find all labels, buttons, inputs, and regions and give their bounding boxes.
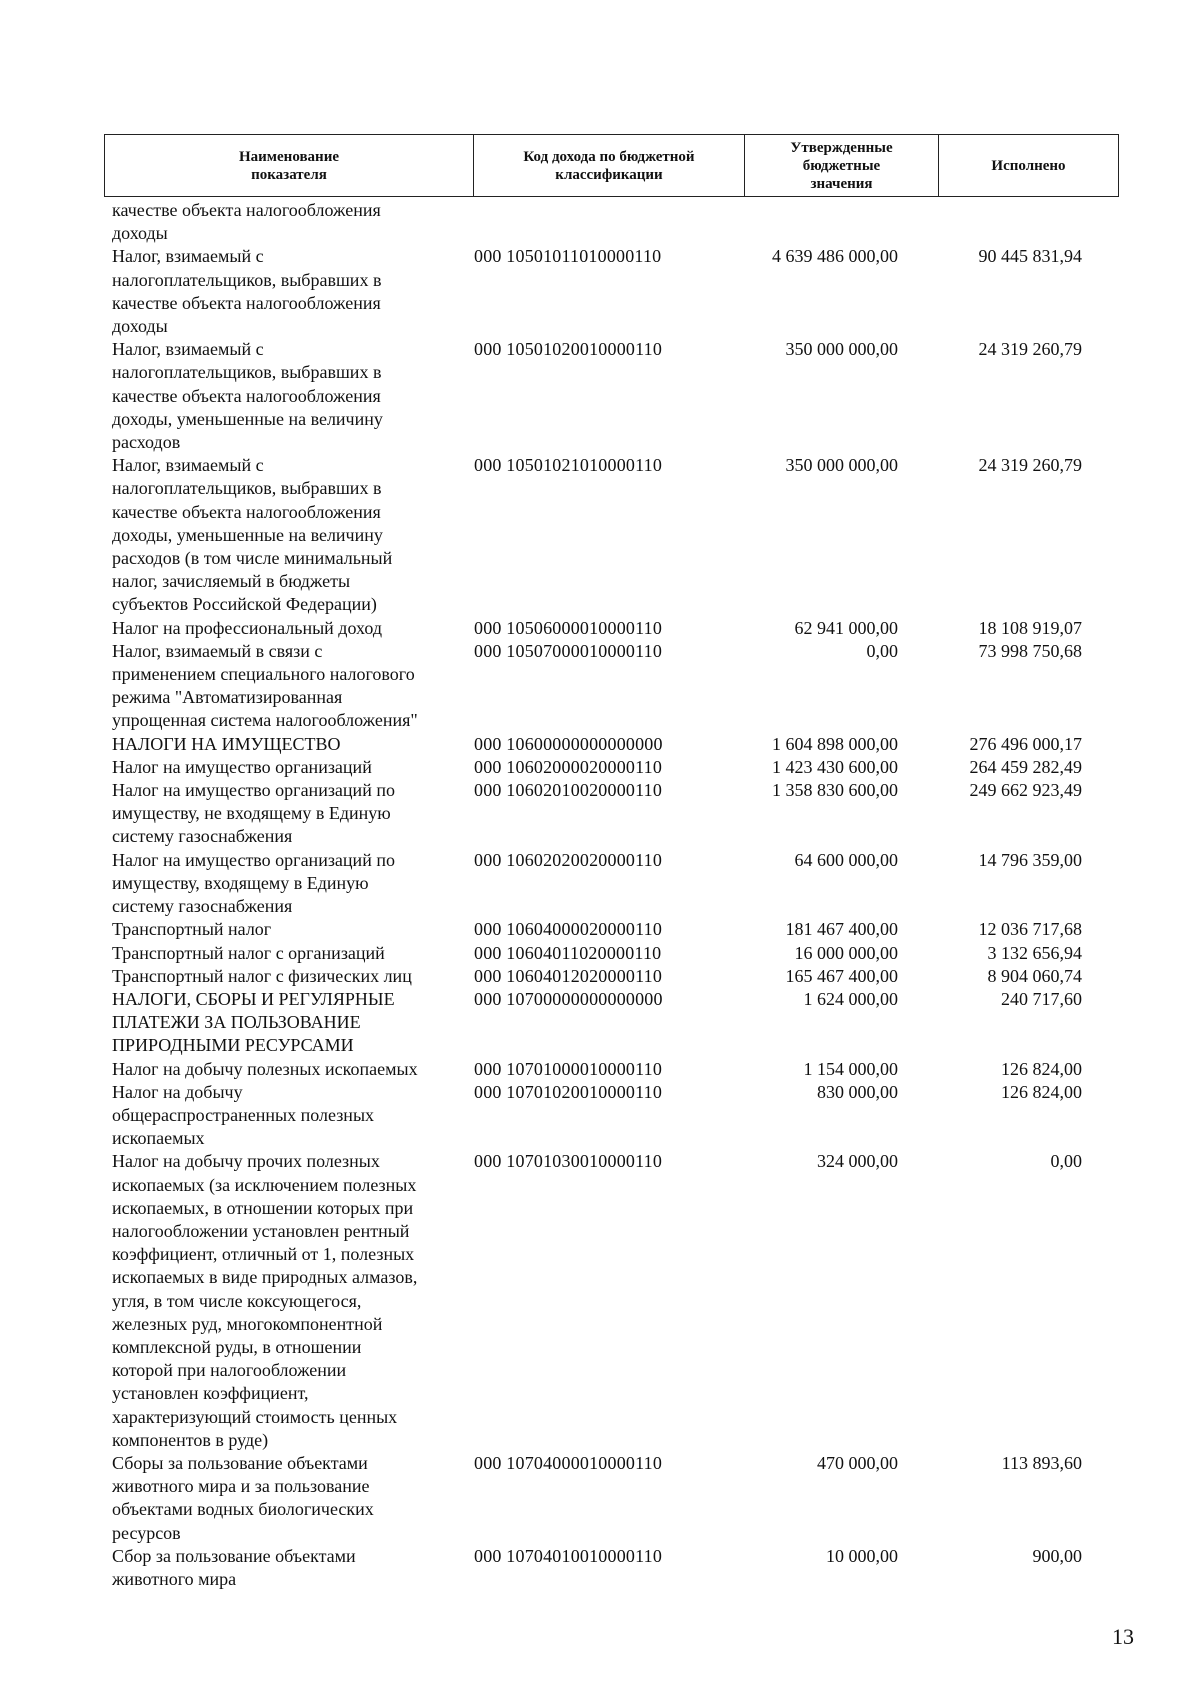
table-row (112, 617, 1122, 640)
header-plan: Утвержденные бюджетные значения (745, 135, 939, 196)
row-plan: 1 604 898 000,00 (772, 733, 898, 754)
table-row (112, 849, 1122, 919)
table-row (112, 1452, 1122, 1545)
row-done: 3 132 656,94 (987, 942, 1082, 963)
row-code: 000 10602020020000110 (474, 849, 663, 870)
row-code: 000 10604000020000110 (474, 919, 663, 940)
row-done: 24 319 260,79 (978, 339, 1082, 360)
row-code: 000 10602010020000110 (474, 780, 663, 801)
row-plan: 470 000,00 (817, 1452, 898, 1473)
row-plan: 10 000,00 (826, 1545, 898, 1566)
row-name: НАЛОГИ НА ИМУЩЕСТВО (112, 733, 341, 754)
table-row (112, 1150, 1122, 1452)
table-header (104, 134, 1119, 197)
row-name: Налог, взимаемый с налогоплательщиков, выбравших в качестве объекта налогообложения доходы, уменьшенные на величину расходов (112, 339, 383, 453)
row-code: 000 10604012020000110 (474, 965, 663, 986)
row-code: 000 10704010010000110 (474, 1545, 663, 1566)
row-name: Налог, взимаемый с налогоплательщиков, выбравших в качестве объекта налогообложения доходы, уменьшенные на величину расходов (в том числе минимальный налог, зачисляемый в бюджеты субъектов Российской Федерации) (112, 455, 393, 615)
row-name: Транспортный налог с физических лиц (112, 965, 412, 986)
row-plan: 64 600 000,00 (794, 849, 898, 870)
row-name: Сбор за пользование объектами животного мира (112, 1545, 356, 1589)
row-done: 14 796 359,00 (978, 849, 1082, 870)
table-row (112, 199, 1122, 245)
row-done: 12 036 717,68 (978, 919, 1082, 940)
row-done: 8 904 060,74 (987, 965, 1082, 986)
row-name: Сборы за пользование объектами животного мира и за пользование объектами водных биологических ресурсов (112, 1452, 374, 1543)
row-code (471, 199, 724, 245)
row-done: 24 319 260,79 (978, 455, 1082, 476)
row-name: Налог на добычу прочих полезных ископаемых (за исключением полезных ископаемых, в отношении которых при налогообложении установлен рентный коэффициент, отличный от 1, полезных ископаемых в виде природных алмазов, угля, в том числе коксующегося, железных руд, многокомпонентной комплексной руды, в отношении которой при налогообложении установлен коэффициент, характеризующий стоимость ценных компонентов в руде) (112, 1151, 418, 1450)
row-name: Налог, взимаемый в связи с применением специального налогового режима "Автоматизированная упрощенная система налогообложения" (112, 640, 418, 731)
table-row (112, 1058, 1122, 1081)
table-row (112, 1081, 1122, 1151)
row-plan: 0,00 (866, 640, 898, 661)
row-code: 000 10501021010000110 (474, 455, 663, 476)
table-row (112, 454, 1122, 616)
row-code: 000 10701000010000110 (474, 1058, 663, 1079)
page-number: 13 (1112, 1624, 1134, 1649)
row-done: 0,00 (1050, 1151, 1082, 1172)
row-name: Налог на профессиональный доход (112, 617, 382, 638)
row-plan: 16 000 000,00 (794, 942, 898, 963)
row-done: 264 459 282,49 (969, 756, 1082, 777)
row-name: Транспортный налог с организаций (112, 942, 385, 963)
row-code: 000 10701020010000110 (474, 1081, 663, 1102)
row-plan: 1 154 000,00 (803, 1058, 898, 1079)
row-done: 276 496 000,17 (969, 733, 1082, 754)
row-done: 126 824,00 (1001, 1081, 1082, 1102)
row-code: 000 10604011020000110 (474, 942, 662, 963)
row-plan: 1 358 830 600,00 (772, 780, 898, 801)
row-code: 000 10501020010000110 (474, 339, 663, 360)
row-plan: 165 467 400,00 (785, 965, 898, 986)
row-code: 000 10700000000000000 (474, 988, 663, 1009)
table-row (112, 733, 1122, 756)
row-done: 113 893,60 (1001, 1452, 1082, 1473)
table-row (112, 640, 1122, 733)
row-done: 73 998 750,68 (978, 640, 1082, 661)
row-name: Налог на имущество организаций по имуществу, не входящему в Единую систему газоснабжения (112, 780, 395, 847)
row-plan: 62 941 000,00 (794, 617, 898, 638)
row-plan (724, 199, 898, 245)
row-plan: 350 000 000,00 (785, 339, 898, 360)
row-name: Налог, взимаемый с налогоплательщиков, выбравших в качестве объекта налогообложения доходы (112, 246, 382, 337)
table-row (112, 245, 1122, 338)
row-plan: 830 000,00 (817, 1081, 898, 1102)
row-done: 249 662 923,49 (969, 780, 1082, 801)
table-row (112, 918, 1122, 941)
table-row (112, 1545, 1122, 1591)
row-code: 000 10704000010000110 (474, 1452, 663, 1473)
row-done: 126 824,00 (1001, 1058, 1082, 1079)
row-name: Транспортный налог (112, 919, 272, 940)
row-code: 000 10506000010000110 (474, 617, 663, 638)
row-plan: 1 423 430 600,00 (772, 756, 898, 777)
row-done: 240 717,60 (1001, 988, 1082, 1009)
row-name: качестве объекта налогообложения доходы (112, 200, 381, 244)
header-name: Наименование показателя (105, 135, 474, 196)
row-name: Налог на имущество организаций (112, 756, 372, 777)
row-plan: 1 624 000,00 (803, 988, 898, 1009)
row-name: Налог на добычу полезных ископаемых (112, 1058, 418, 1079)
row-name: Налог на добычу общераспространенных полезных ископаемых (112, 1081, 375, 1149)
row-plan: 324 000,00 (817, 1151, 898, 1172)
row-done: 18 108 919,07 (978, 617, 1082, 638)
row-plan: 350 000 000,00 (785, 455, 898, 476)
table-body (112, 199, 1122, 1591)
row-code: 000 10501011010000110 (474, 246, 662, 267)
table-row (112, 756, 1122, 779)
row-done: 900,00 (1032, 1545, 1082, 1566)
table-row (112, 338, 1122, 454)
row-plan: 181 467 400,00 (785, 919, 898, 940)
row-done: 90 445 831,94 (978, 246, 1082, 267)
row-code: 000 10602000020000110 (474, 756, 663, 777)
row-code: 000 10701030010000110 (474, 1151, 663, 1172)
table-row (112, 965, 1122, 988)
header-done: Исполнено (991, 157, 1066, 174)
table-row (112, 942, 1122, 965)
row-code: 000 10507000010000110 (474, 640, 663, 661)
table-row (112, 779, 1122, 849)
row-plan: 4 639 486 000,00 (772, 246, 898, 267)
row-code: 000 10600000000000000 (474, 733, 663, 754)
header-code: Код дохода по бюджетной классификации (474, 135, 745, 196)
table-row (112, 988, 1122, 1058)
row-name: НАЛОГИ, СБОРЫ И РЕГУЛЯРНЫЕ ПЛАТЕЖИ ЗА ПОЛЬЗОВАНИЕ ПРИРОДНЫМИ РЕСУРСАМИ (112, 988, 395, 1056)
row-name: Налог на имущество организаций по имуществу, входящему в Единую систему газоснабжения (112, 849, 395, 917)
row-done (898, 199, 1082, 245)
